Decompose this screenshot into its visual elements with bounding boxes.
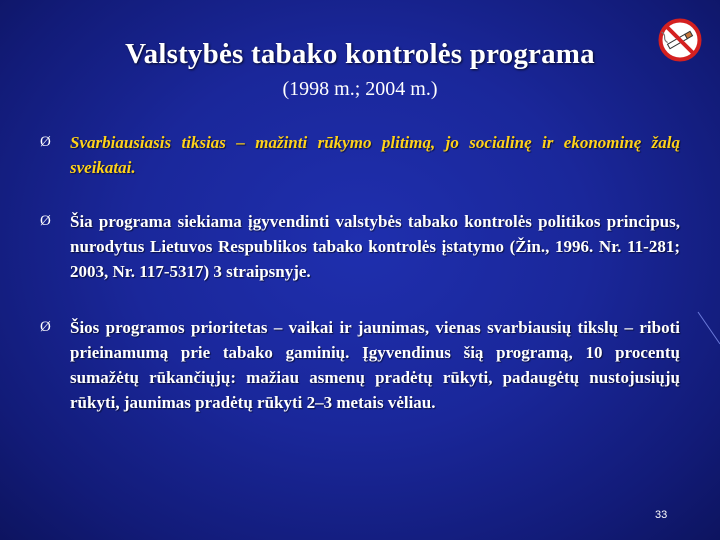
no-smoking-icon <box>658 18 702 62</box>
bullet-1-text: Svarbiausiasis tiksias – mažinti rūkymo plitimą, jo socialinę ir ekonominę žalą sveikatai. <box>70 133 680 177</box>
slide-title: Valstybės tabako kontrolės programa <box>125 38 595 70</box>
page-number: 33 <box>655 509 668 521</box>
bullet-3 <box>40 315 680 415</box>
bullet-2-text: Šia programa siekiama įgyvendinti valstybės tabako kontrolės politikos principus, nurodytus Lietuvos Respublikos tabako kontrolės įstatymo (Žin., 1996. Nr. 11-281; 2003, Nr. 117-5317) 3 straipsnyje. <box>70 212 680 281</box>
bullet-arrow-icon: Ø <box>40 319 51 335</box>
bullet-1 <box>40 130 680 180</box>
slide-subtitle: (1998 m.; 2004 m.) <box>282 78 438 100</box>
bullet-arrow-icon: Ø <box>40 134 51 150</box>
bullet-2 <box>40 209 680 284</box>
decorative-line <box>696 310 720 350</box>
bullet-arrow-icon: Ø <box>40 213 51 229</box>
bullet-3-text: Šios programos prioritetas – vaikai ir jaunimas, vienas svarbiausių tikslų – riboti prieinamumą prie tabako gaminių. Įgyvendinus šią programą, 10 procentų sumažėtų rūkančiųjų: mažiau asmenų pradėtų rūkyti, padaugėtų nustojusiųjų rūkyti, jaunimas pradėtų rūkyti 2–3 metais vėliau. <box>70 318 680 412</box>
